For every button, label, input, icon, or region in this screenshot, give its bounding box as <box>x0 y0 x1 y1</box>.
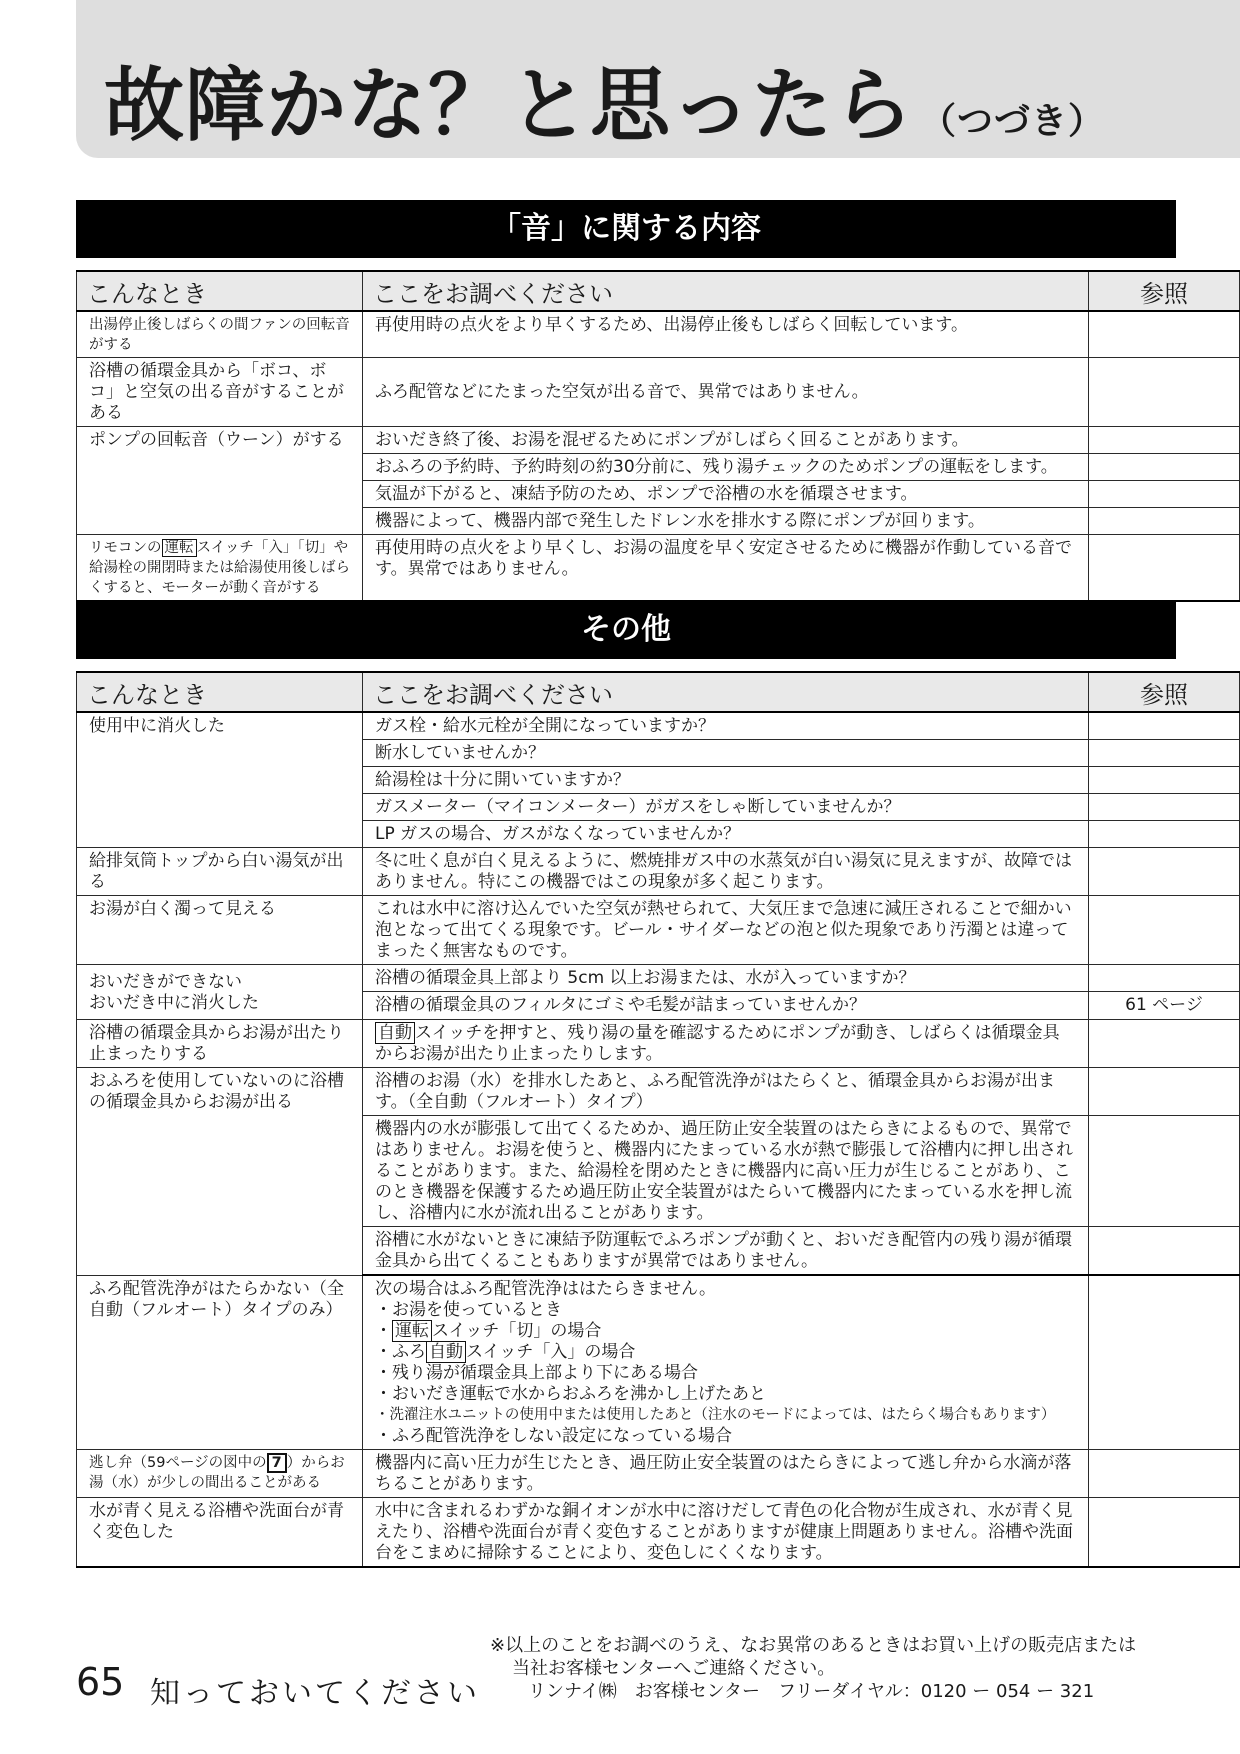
table-header-row <box>77 672 1240 712</box>
check-cell: 機器によって、機器内部で発生したドレン水を排水する際にポンプが回ります。 <box>363 508 1089 535</box>
page-title <box>104 56 1105 172</box>
check-cell: LP ガスの場合、ガスがなくなっていませんか？ <box>363 821 1089 848</box>
list-item: ・洗濯注水ユニットの使用中または使用したあと（注水のモードによっては、はたらく場合もあります） <box>375 1407 1056 1423</box>
ref-cell <box>1089 965 1240 992</box>
col-header-ref: 参照 <box>1089 271 1240 311</box>
table-row <box>77 896 1240 965</box>
col-header-when: こんなとき <box>77 271 363 311</box>
ref-cell <box>1089 1275 1240 1450</box>
ref-cell: 61 ページ <box>1089 992 1240 1020</box>
table-row <box>77 1068 1240 1116</box>
other-table <box>76 671 1240 1568</box>
check-cell: 再使用時の点火をより早くし、お湯の温度を早く安定させるために機器が作動している音です。異常ではありません。 <box>363 535 1089 602</box>
check-cell: 浴槽の循環金具のフィルタにゴミや毛髪が詰まっていませんか？ <box>363 992 1089 1020</box>
when-text: 逃し弁（59ページの図中の <box>89 1455 267 1471</box>
ref-cell <box>1089 794 1240 821</box>
when-text: おいだき中に消火した <box>89 992 259 1013</box>
col-header-ref: 参照 <box>1089 672 1240 712</box>
when-cell: 浴槽の循環金具からお湯が出たり止まったりする <box>77 1020 363 1068</box>
ref-cell <box>1089 896 1240 965</box>
check-cell <box>363 1275 1089 1450</box>
section-other-title: その他 <box>76 601 1176 659</box>
when-cell <box>77 535 363 602</box>
ref-cell <box>1089 1020 1240 1068</box>
when-cell: 浴槽の循環金具から「ボコ、ボコ」と空気の出る音がすることがある <box>77 358 363 427</box>
check-cell: 浴槽の循環金具上部より 5cm 以上お湯または、水が入っていますか？ <box>363 965 1089 992</box>
list-item <box>375 1321 1076 1342</box>
page-title-main: 故障かな？と思ったら <box>104 59 914 152</box>
check-cell: 給湯栓は十分に開いていますか？ <box>363 767 1089 794</box>
note-line: 当社お客様センターへご連絡ください。 <box>512 1658 836 1679</box>
check-cell: 機器内の水が膨張して出てくるためか、過圧防止安全装置のはたらきによるもので、異常ではありません。お湯を使うと、機器内にたまっている水が熱で膨張して浴槽内に押し出されることがあります。また、給湯栓を閉めたときに機器内に高い圧力が生じることがあり、このとき機器を保護するため過圧防止安全装置がはたらいて機器内にたまっている水を押し流し、浴槽内に水が流れ出ることがあります。 <box>363 1116 1089 1227</box>
check-cell: 機器内に高い圧力が生じたとき、過圧防止安全装置のはたらきによって逃し弁から水滴が落ちることがあります。 <box>363 1450 1089 1498</box>
table-row <box>77 535 1240 602</box>
ref-cell <box>1089 1450 1240 1498</box>
when-text: おいだきができない <box>89 971 242 992</box>
col-header-when: こんなとき <box>77 672 363 712</box>
ref-cell <box>1089 1068 1240 1116</box>
col-header-check: ここをお調べください <box>363 271 1089 311</box>
list-item: ・おいだき運転で水からおふろを沸かし上げたあと <box>375 1384 766 1404</box>
table-row <box>77 1020 1240 1068</box>
note-line: ※以上のことをお調べのうえ、なお異常のあるときはお買い上げの販売店または <box>490 1635 1137 1656</box>
page-title-sub: （つづき） <box>920 101 1106 142</box>
list-item <box>375 1342 1076 1363</box>
check-text: スイッチを押すと、残り湯の量を確認するためにポンプが動き、しばらくは循環金具からお湯が出たり止まったりします。 <box>375 1023 1060 1064</box>
jidou-switch-key: 自動 <box>426 1341 466 1363</box>
page-section-label: 知っておいてください <box>150 1676 480 1711</box>
ref-cell <box>1089 767 1240 794</box>
table-row <box>77 1450 1240 1498</box>
table-row <box>77 848 1240 896</box>
table-row <box>77 1498 1240 1568</box>
table-row <box>77 1275 1240 1450</box>
check-cell: 浴槽に水がないときに凍結予防運転でふろポンプが動くと、おいだき配管内の残り湯が循環金具から出てくることもありますが異常ではありません。 <box>363 1227 1089 1276</box>
table-header-row <box>77 271 1240 311</box>
unten-switch-key: 運転 <box>162 539 197 557</box>
when-cell: おふろを使用していないのに浴槽の循環金具からお湯が出る <box>77 1068 363 1276</box>
when-cell: 水が青く見える浴槽や洗面台が青く変色した <box>77 1498 363 1568</box>
table-row <box>77 358 1240 427</box>
bullet: ・ <box>375 1321 392 1341</box>
table-row <box>77 965 1240 992</box>
ref-cell <box>1089 454 1240 481</box>
ref-cell <box>1089 1227 1240 1276</box>
check-cell: 冬に吐く息が白く見えるように、燃焼排ガス中の水蒸気が白い湯気に見えますが、故障ではありません。特にこの機器ではこの現象が多く起こります。 <box>363 848 1089 896</box>
when-cell: 使用中に消火した <box>77 712 363 848</box>
ref-cell <box>1089 740 1240 767</box>
ref-cell <box>1089 311 1240 358</box>
check-cell: 再使用時の点火をより早くするため、出湯停止後もしばらく回転しています。 <box>363 311 1089 358</box>
jidou-switch-key: 自動 <box>375 1022 415 1044</box>
list-item-text: ・ふろ <box>375 1342 426 1362</box>
ref-cell <box>1089 508 1240 535</box>
when-cell: ポンプの回転音（ウーン）がする <box>77 427 363 535</box>
unten-switch-key: 運転 <box>392 1320 432 1342</box>
contact-note <box>490 1634 1136 1703</box>
when-cell: お湯が白く濁って見える <box>77 896 363 965</box>
ref-cell <box>1089 821 1240 848</box>
check-cell: これは水中に溶け込んでいた空気が熱せられて、大気圧まで急速に減圧されることで細かい泡となって出てくる現象です。ビール・サイダーなどの泡と似た現象であり汚濁とは違ってまったく無害なものです。 <box>363 896 1089 965</box>
check-cell: 水中に含まれるわずかな銅イオンが水中に溶けだして青色の化合物が生成され、水が青く見えたり、浴槽や洗面台が青く変色することがありますが健康上問題ありません。浴槽や洗面台をこまめに掃除することにより、変色しにくくなります。 <box>363 1498 1089 1568</box>
when-cell <box>77 965 363 1020</box>
check-cell: ガスメーター（マイコンメーター）がガスをしゃ断していませんか？ <box>363 794 1089 821</box>
sound-table <box>76 270 1240 602</box>
list-item: ・ふろ配管洗浄をしない設定になっている場合 <box>375 1426 732 1446</box>
list-item-text: スイッチ「切」の場合 <box>432 1321 602 1341</box>
when-cell: 出湯停止後しばらくの間ファンの回転音がする <box>77 311 363 358</box>
check-cell: ふろ配管などにたまった空気が出る音で、異常ではありません。 <box>363 358 1089 427</box>
check-cell: 断水していませんか？ <box>363 740 1089 767</box>
ref-cell <box>1089 1498 1240 1568</box>
ref-cell <box>1089 848 1240 896</box>
ref-cell <box>1089 535 1240 602</box>
section-sound-title: 「音」に関する内容 <box>76 200 1176 258</box>
check-cell: 気温が下がると、凍結予防のため、ポンプで浴槽の水を循環させます。 <box>363 481 1089 508</box>
table-row <box>77 712 1240 740</box>
ref-cell <box>1089 1116 1240 1227</box>
ref-cell <box>1089 481 1240 508</box>
ref-cell <box>1089 712 1240 740</box>
check-cell: 浴槽のお湯（水）を排水したあと、ふろ配管洗浄がはたらくと、循環金具からお湯が出ます。（全自動（フルオート）タイプ） <box>363 1068 1089 1116</box>
table-row <box>77 311 1240 358</box>
note-line: リンナイ㈱ お客様センター フリーダイヤル：0120 ー 054 ー 321 <box>528 1681 1095 1702</box>
list-item-text: スイッチ「入」の場合 <box>466 1342 636 1362</box>
col-header-check: ここをお調べください <box>363 672 1089 712</box>
when-text: スイッチ「入」「切」や給湯栓の開閉時または給湯使用後しばらくすると、モーターが動く音がする <box>89 540 350 596</box>
when-cell <box>77 1450 363 1498</box>
when-cell: 給排気筒トップから白い湯気が出る <box>77 848 363 896</box>
callout-number-badge: 7 <box>267 1453 287 1473</box>
check-cell: おいだき終了後、お湯を混ぜるためにポンプがしばらく回ることがあります。 <box>363 427 1089 454</box>
when-text: ）からお湯（水）が少しの間出ることがある <box>89 1455 345 1491</box>
when-cell: ふろ配管洗浄がはたらかない（全自動（フルオート）タイプのみ） <box>77 1275 363 1450</box>
ref-cell <box>1089 358 1240 427</box>
check-cell: ガス栓・給水元栓が全開になっていますか？ <box>363 712 1089 740</box>
check-cell: おふろの予約時、予約時刻の約30分前に、残り湯チェックのためポンプの運転をします。 <box>363 454 1089 481</box>
when-text: リモコンの <box>89 540 162 556</box>
page-number: 65 <box>76 1660 125 1704</box>
list-item: ・残り湯が循環金具上部より下にある場合 <box>375 1363 698 1383</box>
check-cell <box>363 1020 1089 1068</box>
table-row <box>77 427 1240 454</box>
check-text: 次の場合はふろ配管洗浄ははたらきません。 <box>375 1279 717 1299</box>
list-item: ・お湯を使っているとき <box>375 1300 562 1320</box>
ref-cell <box>1089 427 1240 454</box>
